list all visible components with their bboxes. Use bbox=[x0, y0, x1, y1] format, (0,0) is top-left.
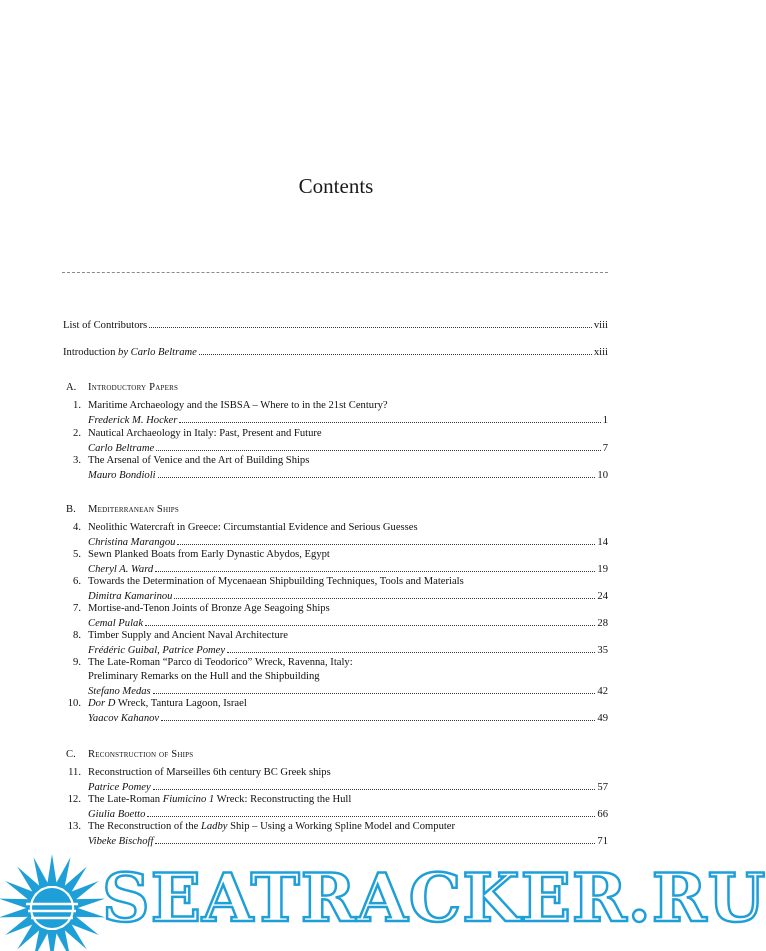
section-title: Mediterranean Ships bbox=[88, 504, 179, 515]
entry-author: Carlo Beltrame bbox=[88, 443, 155, 454]
section-letter: C. bbox=[66, 749, 76, 760]
entry-number: 4. bbox=[73, 522, 81, 533]
entry-page: 28 bbox=[597, 618, 608, 629]
entry-number: 7. bbox=[73, 603, 81, 614]
leader-dots bbox=[174, 589, 595, 599]
leader-dots bbox=[156, 441, 600, 451]
section-letter: B. bbox=[66, 504, 76, 515]
toc-label-plain: Introduction bbox=[63, 347, 119, 358]
entry-author: Mauro Bondioli bbox=[88, 470, 156, 481]
entry-author: Dimitra Kamarinou bbox=[88, 591, 173, 602]
entry-title: Nautical Archaeology in Italy: Past, Present and Future bbox=[88, 428, 322, 439]
entry-page: 49 bbox=[597, 713, 608, 724]
leader-dots bbox=[149, 318, 592, 328]
entry-page: 42 bbox=[597, 686, 608, 697]
entry-number: 2. bbox=[73, 428, 81, 439]
entry-page: 1 bbox=[602, 415, 608, 426]
entry-author: Cheryl A. Ward bbox=[88, 564, 154, 575]
toc-page: viii bbox=[593, 320, 608, 331]
watermark-text: SEATRACKER.RU bbox=[102, 859, 766, 937]
section-heading-c bbox=[66, 748, 193, 762]
entry-title: Neolithic Watercraft in Greece: Circumstantial Evidence and Serious Guesses bbox=[88, 522, 418, 533]
toc-introduction[interactable] bbox=[63, 345, 608, 359]
leader-dots bbox=[145, 616, 595, 626]
toc-label-author: by Carlo Beltrame bbox=[118, 347, 197, 358]
entry-title: The Arsenal of Venice and the Art of Building Ships bbox=[88, 455, 310, 466]
entry-title bbox=[88, 697, 608, 711]
entry-author: Cemal Pulak bbox=[88, 618, 144, 629]
leader-dots bbox=[158, 468, 596, 478]
leader-dots bbox=[147, 807, 595, 817]
toc-list-of-contributors[interactable] bbox=[63, 318, 608, 332]
entry-author: Vibeke Bischoff bbox=[88, 836, 154, 847]
entry-number: 1. bbox=[73, 400, 81, 411]
entry-title: The Late-Roman “Parco di Teodorico” Wreck, Ravenna, Italy: bbox=[88, 657, 353, 668]
entry-title bbox=[88, 793, 608, 807]
entry-number: 5. bbox=[73, 549, 81, 560]
toc-label bbox=[63, 346, 197, 360]
entry-title: Towards the Determination of Mycenaean Shipbuilding Techniques, Tools and Materials bbox=[88, 576, 464, 587]
entry-title-rest: Ship – Using a Working Spline Model and Computer bbox=[227, 821, 456, 832]
section-title: Reconstruction of Ships bbox=[88, 749, 194, 760]
entry-page: 19 bbox=[597, 564, 608, 575]
entry-author: Christina Marangou bbox=[88, 537, 176, 548]
entry-title-continued: Preliminary Remarks on the Hull and the Shipbuilding bbox=[88, 671, 320, 682]
entry-author: Giulia Boetto bbox=[88, 809, 146, 820]
entry-title-italic: Dor D bbox=[88, 698, 116, 709]
entry-number: 12. bbox=[67, 794, 81, 805]
entry-page: 24 bbox=[597, 591, 608, 602]
entry-title bbox=[88, 820, 608, 834]
entry-author: Patrice Pomey bbox=[88, 782, 151, 793]
entry-number: 6. bbox=[73, 576, 81, 587]
entry-title-pre: The Late-Roman bbox=[88, 794, 163, 805]
watermark bbox=[0, 846, 766, 951]
entry-page: 35 bbox=[597, 645, 608, 656]
entry-number: 11. bbox=[68, 767, 81, 778]
entry-title: Sewn Planked Boats from Early Dynastic Abydos, Egypt bbox=[88, 549, 330, 560]
entry-author: Frederick M. Hocker bbox=[88, 415, 178, 426]
leader-dots bbox=[153, 684, 596, 694]
leader-dots bbox=[227, 643, 595, 653]
entry-page: 66 bbox=[597, 809, 608, 820]
entry-author: Frédéric Guibal, Patrice Pomey bbox=[88, 645, 226, 656]
entry-title: Timber Supply and Ancient Naval Architecture bbox=[88, 630, 288, 641]
leader-dots bbox=[161, 711, 595, 721]
entry-title-pre: The Reconstruction of the bbox=[88, 821, 201, 832]
entry-title: Reconstruction of Marseilles 6th century BC Greek ships bbox=[88, 767, 331, 778]
entry-title-italic: Ladby bbox=[200, 821, 228, 832]
toc-page: xiii bbox=[593, 347, 608, 358]
section-heading-b bbox=[66, 503, 179, 517]
toc-label: List of Contributors bbox=[63, 320, 148, 331]
entry-number: 13. bbox=[67, 821, 81, 832]
entry-page: 71 bbox=[597, 836, 608, 847]
leader-dots bbox=[177, 535, 595, 545]
leader-dots bbox=[179, 413, 600, 423]
entry-title-rest: Wreck, Tantura Lagoon, Israel bbox=[115, 698, 247, 709]
section-heading-a bbox=[66, 381, 178, 395]
leader-dots bbox=[199, 345, 592, 355]
section-title: Introductory Papers bbox=[88, 382, 179, 393]
entry-title-rest: Wreck: Reconstructing the Hull bbox=[214, 794, 352, 805]
entry-page: 57 bbox=[597, 782, 608, 793]
entry-author: Yaacov Kahanov bbox=[88, 713, 160, 724]
entry-page: 7 bbox=[602, 443, 608, 454]
section-letter: A. bbox=[66, 382, 77, 393]
page-title: Contents bbox=[298, 174, 374, 198]
title-divider bbox=[62, 272, 608, 273]
entry-author: Stefano Medas bbox=[88, 686, 151, 697]
leader-dots bbox=[155, 834, 595, 844]
entry-page: 10 bbox=[597, 470, 608, 481]
sunburst-logo-icon bbox=[0, 846, 110, 951]
entry-title: Mortise-and-Tenon Joints of Bronze Age Seagoing Ships bbox=[88, 603, 330, 614]
entry-title-italic: Fiumicino 1 bbox=[162, 794, 215, 805]
entry-number: 3. bbox=[73, 455, 81, 466]
entry-number: 10. bbox=[67, 698, 81, 709]
leader-dots bbox=[155, 562, 595, 572]
entry-page: 14 bbox=[597, 537, 608, 548]
entry-number: 9. bbox=[73, 657, 81, 668]
entry-number: 8. bbox=[73, 630, 81, 641]
leader-dots bbox=[153, 780, 596, 790]
entry-title: Maritime Archaeology and the ISBSA – Where to in the 21st Century? bbox=[88, 400, 388, 411]
